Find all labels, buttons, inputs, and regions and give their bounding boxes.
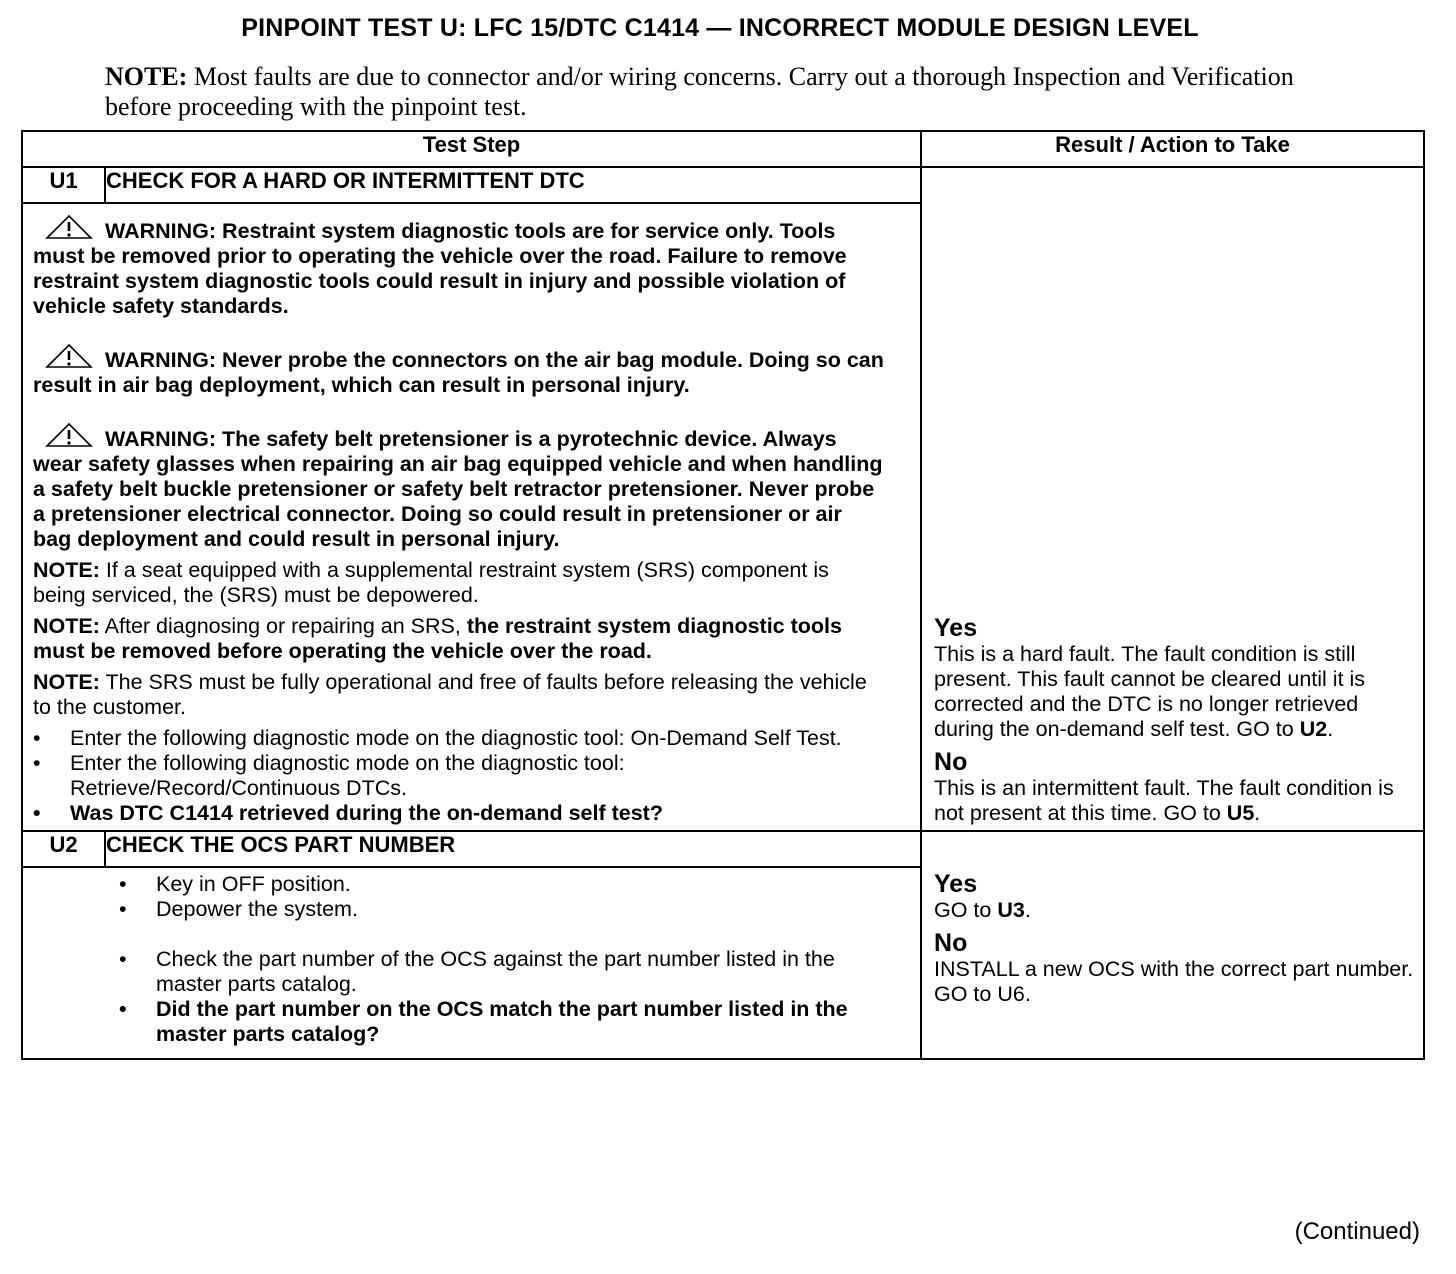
step-body-u1	[22, 203, 921, 831]
result-no-label-u2: No	[934, 929, 968, 957]
step-u1-heading-row	[22, 167, 1424, 203]
list-item: • Did the part number on the OCS match the part number listed in the master parts catalog?	[119, 997, 884, 1047]
result-yes-label-u1: Yes	[934, 614, 978, 642]
goto-u2-link: U2	[1299, 717, 1328, 741]
page-title: PINPOINT TEST U: LFC 15/DTC C1414 — INCORRECT MODULE DESIGN LEVEL	[241, 14, 1199, 42]
list-spacer	[119, 922, 884, 947]
step-id-u2: U2	[22, 831, 105, 867]
goto-u3-link: U3	[997, 898, 1025, 922]
warning-3: WARNING: The safety belt pretensioner is a pyrotechnic device. Always wear safety glasses when repairing an air bag equipped vehicle and when handling a safety belt buckle pretensioner or safety belt retractor pretensioner. Never probe a pretensioner electrical connector. Doing so could result in pretensioner or air bag deployment and could result in personal injury.	[33, 422, 884, 552]
warning-1: WARNING: Restraint system diagnostic tools are for service only. Tools must be removed prior to operating the vehicle over the road. Failure to remove restraint system diagnostic tools could result in injury and possible violation of vehicle safety standards.	[33, 214, 884, 319]
result-no-label-u1: No	[934, 748, 968, 776]
goto-u5-link: U5	[1226, 801, 1255, 825]
list-item: • Was DTC C1414 retrieved during the on-demand self test?	[33, 801, 884, 826]
step-body-u2	[22, 867, 921, 1059]
list-item: • Key in OFF position.	[119, 872, 884, 897]
warning-triangle-icon	[45, 214, 93, 240]
result-no-text-u1: This is an intermittent fault. The fault condition is not present at this time. GO to U5.	[934, 776, 1394, 825]
step-list-u1	[33, 726, 884, 826]
intro-note	[105, 62, 1305, 122]
result-yes-text-u1: This is a hard fault. The fault condition is still present. This fault cannot be cleared until it is corrected and the DTC is no longer retrieved during the on-demand self test. GO to U2.	[934, 642, 1366, 741]
result-cell-u2	[921, 831, 1424, 1059]
list-item: • Enter the following diagnostic mode on the diagnostic tool: Retrieve/Record/Continuous DTCs.	[33, 751, 884, 801]
result-cell-u1	[921, 167, 1424, 831]
step-id-u1: U1	[22, 167, 105, 203]
continued-label: (Continued)	[1294, 1218, 1420, 1245]
warning-triangle-icon	[45, 422, 93, 448]
warning-2: WARNING: Never probe the connectors on the air bag module. Doing so can result in air bag deployment, which can result in personal injury.	[33, 343, 884, 398]
note-2: NOTE: After diagnosing or repairing an SRS, the restraint system diagnostic tools must be removed before operating the vehicle over the road.	[33, 614, 842, 663]
result-yes-text-u2: GO to U3.	[934, 898, 1031, 922]
list-item: • Depower the system.	[119, 897, 884, 922]
result-no-text-u2: INSTALL a new OCS with the correct part number. GO to U6.	[934, 957, 1414, 1006]
intro-note-text: Most faults are due to connector and/or wiring concerns. Carry out a thorough Inspection and Verification before proceeding with the pinpoint test.	[105, 62, 1294, 121]
step-list-u2	[119, 872, 884, 1047]
header-test-step: Test Step	[22, 131, 921, 167]
list-item: • Enter the following diagnostic mode on the diagnostic tool: On-Demand Self Test.	[33, 726, 884, 751]
pinpoint-table	[21, 130, 1425, 1060]
step-heading-u2: CHECK THE OCS PART NUMBER	[105, 831, 921, 867]
list-item: • Check the part number of the OCS against the part number listed in the master parts catalog.	[119, 947, 884, 997]
note-1: NOTE: If a seat equipped with a supplemental restraint system (SRS) component is being serviced, the (SRS) must be depowered.	[33, 558, 829, 607]
result-yes-label-u2: Yes	[934, 870, 978, 898]
step-heading-u1: CHECK FOR A HARD OR INTERMITTENT DTC	[105, 167, 921, 203]
warning-triangle-icon	[45, 343, 93, 369]
table-header-row	[22, 131, 1424, 167]
header-result-action: Result / Action to Take	[921, 131, 1424, 167]
intro-note-label: NOTE:	[105, 62, 188, 91]
note-3: NOTE: The SRS must be fully operational and free of faults before releasing the vehicle to the customer.	[33, 670, 867, 719]
step-u2-heading-row	[22, 831, 1424, 867]
